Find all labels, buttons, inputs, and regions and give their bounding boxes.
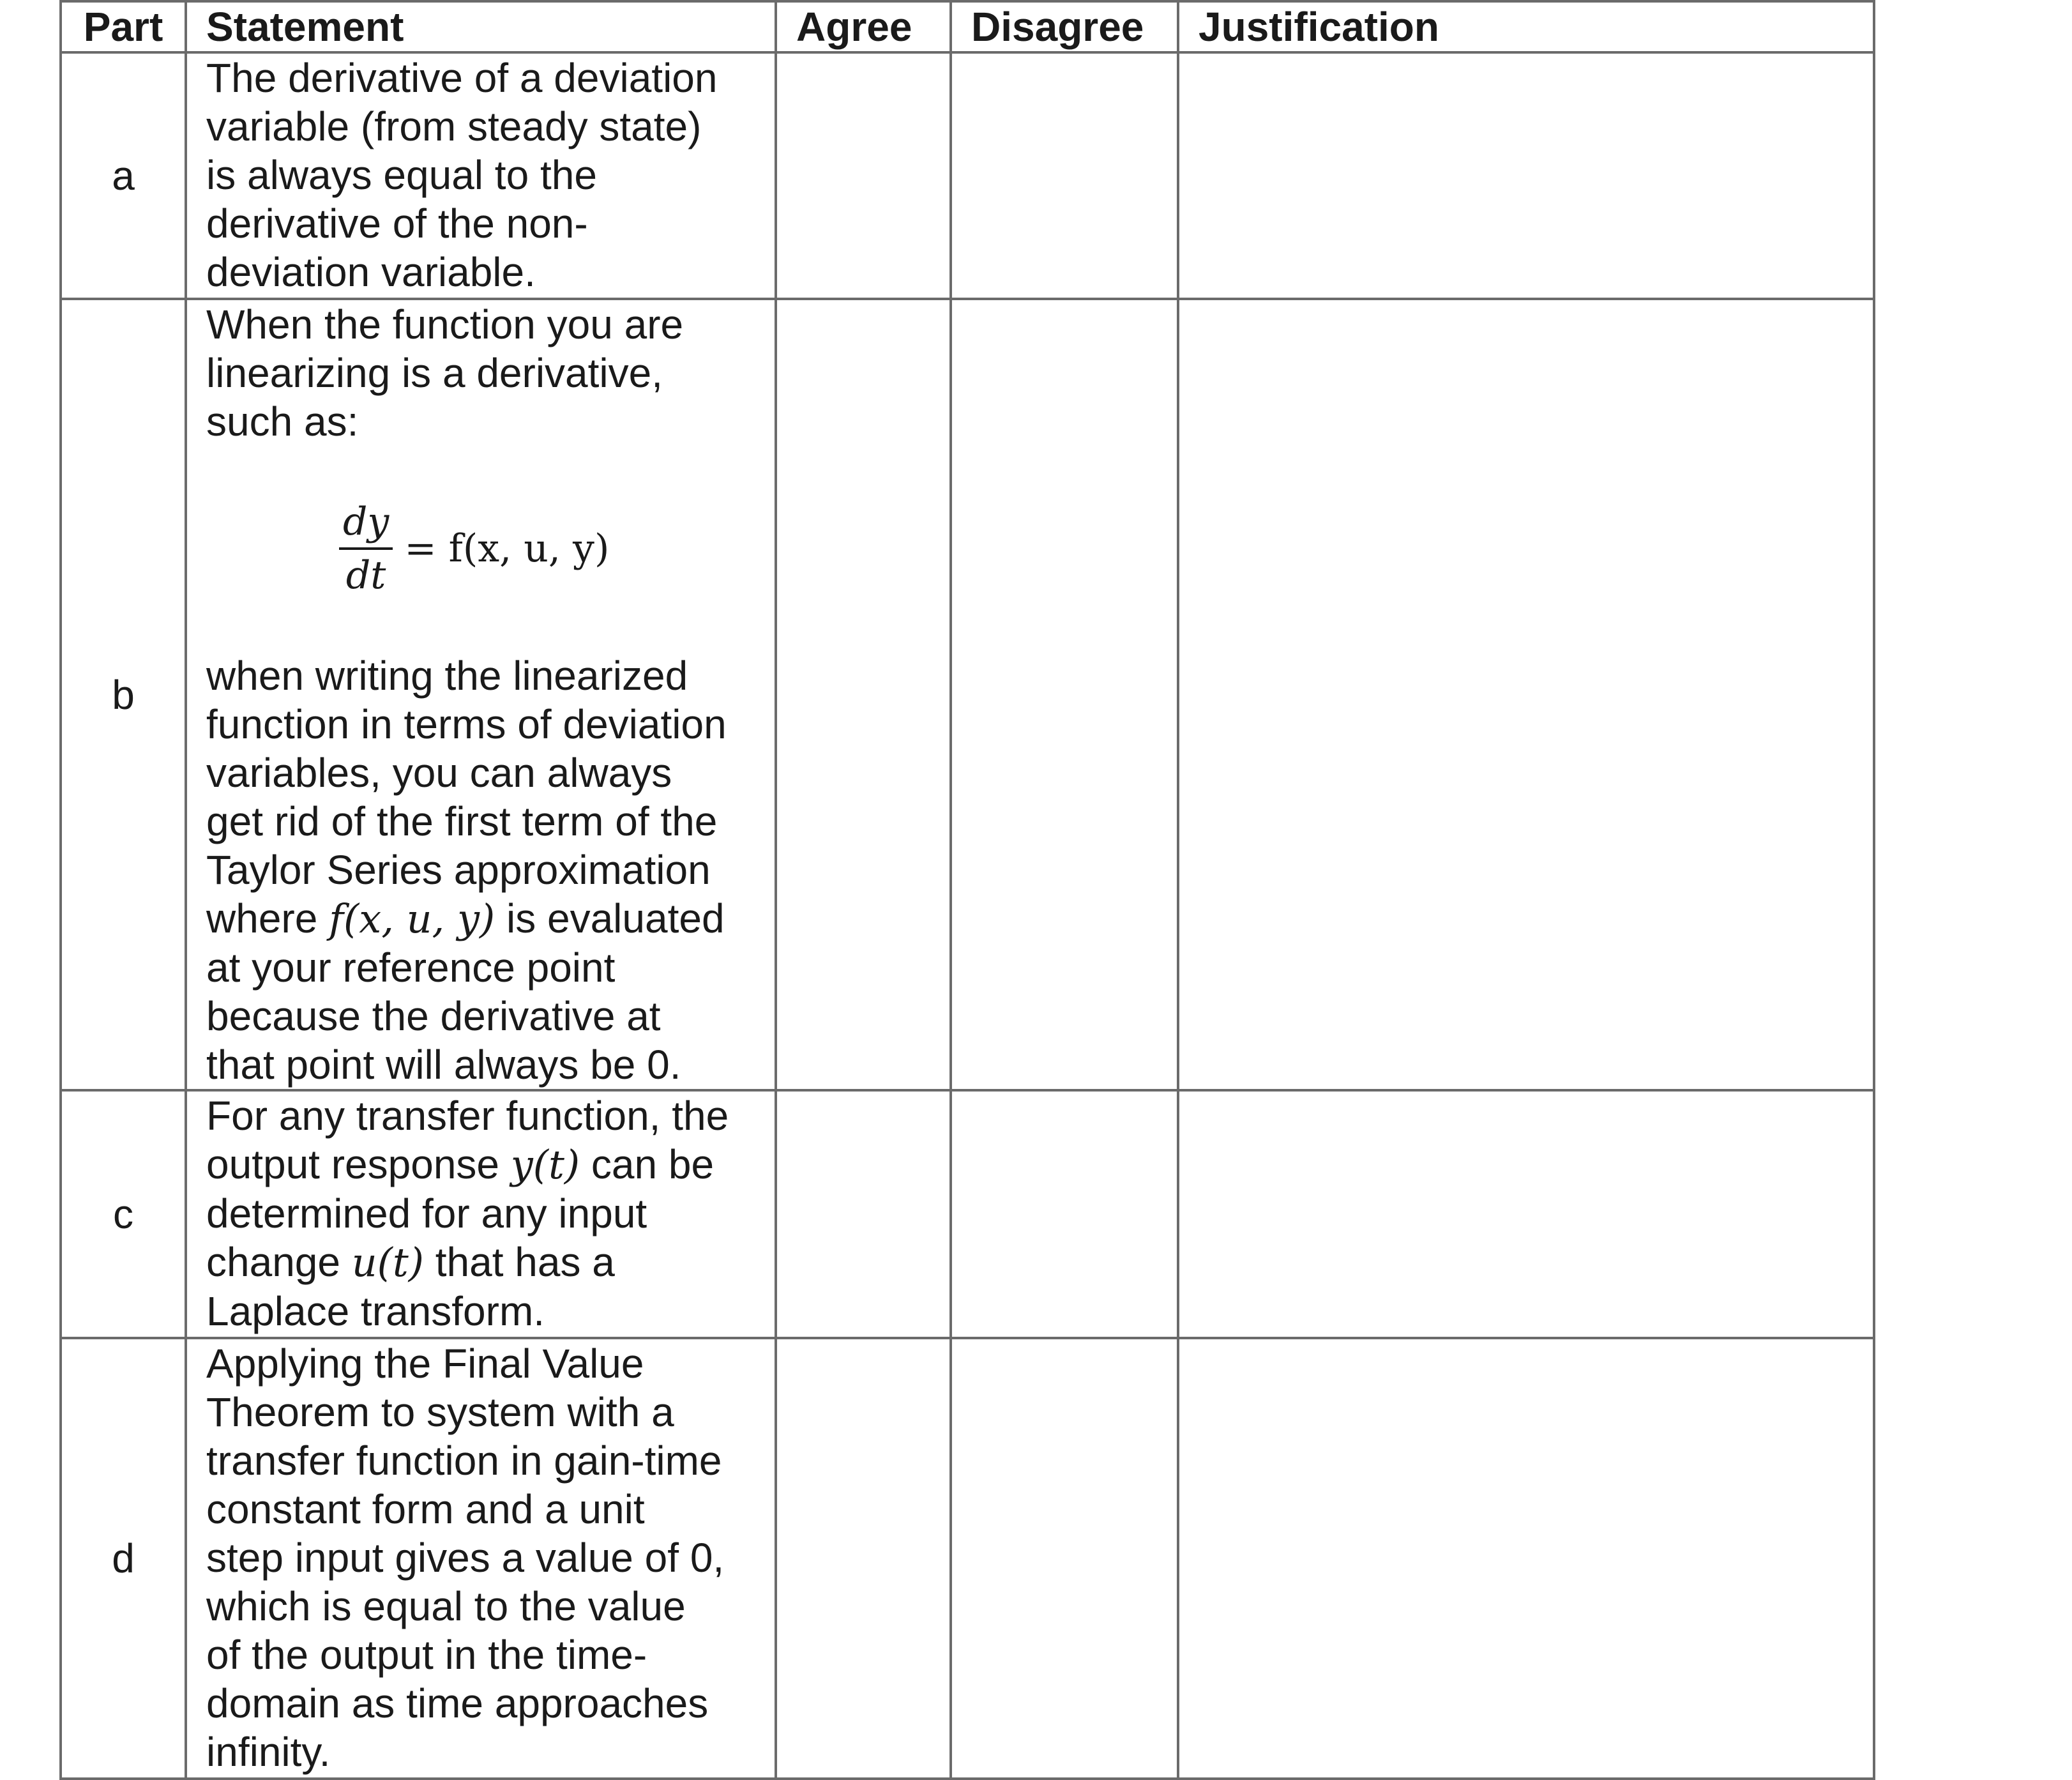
statement-a xyxy=(186,52,776,299)
equation-denominator: dt xyxy=(345,553,386,598)
statement-line-with-math xyxy=(206,1238,768,1287)
justification-cell-a[interactable] xyxy=(1178,52,1874,299)
statement-line: get rid of the first term of the xyxy=(206,798,718,844)
part-label-a: a xyxy=(61,52,186,299)
statement-line: step input gives a value of 0, xyxy=(206,1535,725,1581)
justification-cell-d[interactable] xyxy=(1178,1338,1874,1779)
disagree-cell-c[interactable] xyxy=(951,1090,1178,1338)
statement-line: function in terms of deviation xyxy=(206,701,727,747)
statement-line: deviation variable. xyxy=(206,249,536,295)
statement-line: Applying the Final Value xyxy=(206,1341,644,1387)
disagree-cell-d[interactable] xyxy=(951,1338,1178,1779)
text-fragment: output response xyxy=(206,1141,511,1187)
justification-cell-b[interactable] xyxy=(1178,299,1874,1090)
table-row-b xyxy=(61,299,1874,1090)
equation-numerator: dy xyxy=(339,496,393,550)
spacer xyxy=(206,446,768,494)
statement-line-with-math xyxy=(206,1140,768,1189)
statement-line: linearizing is a derivative, xyxy=(206,350,663,396)
agree-cell-a[interactable] xyxy=(776,52,951,299)
statement-table xyxy=(59,0,1875,1780)
header-justification: Justification xyxy=(1178,1,1874,52)
statement-line: When the function you are xyxy=(206,301,684,347)
disagree-cell-a[interactable] xyxy=(951,52,1178,299)
math-expression: u(t) xyxy=(351,1239,424,1286)
statement-c xyxy=(186,1090,776,1338)
statement-line: domain as time approaches xyxy=(206,1680,709,1726)
part-label-d: d xyxy=(61,1338,186,1779)
statement-line: constant form and a unit xyxy=(206,1486,645,1532)
text-fragment: can be xyxy=(580,1141,715,1187)
statement-line: infinity. xyxy=(206,1729,331,1775)
statement-line: when writing the linearized xyxy=(206,653,688,699)
fraction xyxy=(339,496,393,601)
statement-line: variables, you can always xyxy=(206,750,672,796)
statement-line: determined for any input xyxy=(206,1190,647,1236)
disagree-cell-b[interactable] xyxy=(951,299,1178,1090)
header-part: Part xyxy=(61,1,186,52)
statement-b xyxy=(186,299,776,1090)
statement-line: is always equal to the xyxy=(206,152,597,198)
statement-line: derivative of the non- xyxy=(206,201,588,247)
header-row xyxy=(61,1,1874,52)
statement-line: transfer function in gain-time xyxy=(206,1438,722,1484)
statement-line: of the output in the time- xyxy=(206,1632,647,1678)
statement-line: Theorem to system with a xyxy=(206,1389,674,1435)
statement-line: which is equal to the value xyxy=(206,1583,686,1629)
math-expression: f(x, u, y) xyxy=(329,895,495,942)
statement-line: Taylor Series approximation xyxy=(206,847,711,893)
statement-line: For any transfer function, the xyxy=(206,1093,729,1139)
table-row-a xyxy=(61,52,1874,299)
statement-d xyxy=(186,1338,776,1779)
statement-line: variable (from steady state) xyxy=(206,103,702,149)
justification-cell-c[interactable] xyxy=(1178,1090,1874,1338)
agree-cell-b[interactable] xyxy=(776,299,951,1090)
agree-cell-d[interactable] xyxy=(776,1338,951,1779)
statement-line: that point will always be 0. xyxy=(206,1042,681,1088)
part-label-c: c xyxy=(61,1090,186,1338)
header-disagree: Disagree xyxy=(951,1,1178,52)
statement-line: Laplace transform. xyxy=(206,1288,545,1334)
text-fragment: is evaluated xyxy=(495,895,725,941)
text-fragment: where xyxy=(206,895,329,941)
derivative-equation xyxy=(339,494,768,603)
agree-cell-c[interactable] xyxy=(776,1090,951,1338)
table-row-c xyxy=(61,1090,1874,1338)
statement-line: at your reference point xyxy=(206,945,616,991)
text-fragment: that has a xyxy=(423,1239,615,1285)
part-label-b: b xyxy=(61,299,186,1090)
spacer xyxy=(206,603,768,651)
text-fragment: change xyxy=(206,1239,352,1285)
equation-rhs: = f(x, u, y) xyxy=(404,526,610,571)
statement-line: such as: xyxy=(206,399,359,445)
statement-line-with-math xyxy=(206,894,768,943)
math-expression: y(t) xyxy=(510,1141,580,1188)
header-agree: Agree xyxy=(776,1,951,52)
statement-line: The derivative of a deviation xyxy=(206,55,718,101)
header-statement: Statement xyxy=(186,1,776,52)
statement-line: because the derivative at xyxy=(206,993,661,1039)
table-row-d xyxy=(61,1338,1874,1779)
